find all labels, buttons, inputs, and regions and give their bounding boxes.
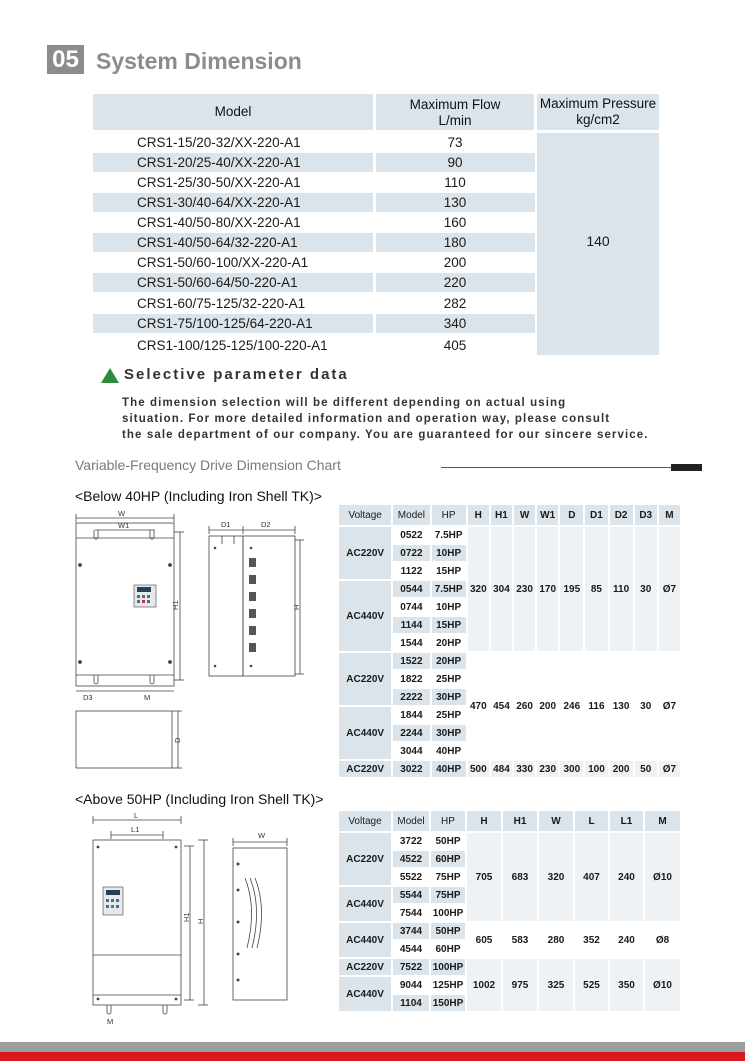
divider-line <box>441 467 673 468</box>
model-cell: 1544 <box>393 635 431 653</box>
section-title: System Dimension <box>96 48 302 74</box>
model-cell: 3044 <box>393 743 431 761</box>
col-header: HP <box>431 811 467 833</box>
hp-cell: 30HP <box>432 689 468 707</box>
dim-cell: Ø10 <box>645 833 682 923</box>
dim-cell: 583 <box>503 923 539 959</box>
dim-cell: 705 <box>467 833 503 923</box>
table-row <box>339 527 682 545</box>
selective-text-line: situation. For more detailed information and operation way, please consult <box>122 413 611 425</box>
dim-cell: 352 <box>575 923 610 959</box>
dim-cell: 230 <box>514 527 537 653</box>
vfd-chart-title: Variable-Frequency Drive Dimension Chart <box>75 457 341 473</box>
hp-cell: 15HP <box>432 563 468 581</box>
footer-red-bar <box>0 1052 745 1061</box>
col-header: H1 <box>503 811 539 833</box>
hp-cell: 20HP <box>432 653 468 671</box>
pump-flow: 130 <box>443 195 467 210</box>
table-row <box>93 314 535 333</box>
col-header: H <box>468 505 491 527</box>
dim-cell: 85 <box>585 527 609 653</box>
selective-title: Selective parameter data <box>124 366 349 383</box>
hp-cell: 30HP <box>432 725 468 743</box>
dim-cell: 240 <box>610 923 645 959</box>
model-cell: 1122 <box>393 563 431 581</box>
table-row <box>93 193 535 212</box>
model-cell: 3722 <box>393 833 431 851</box>
dim-cell: 683 <box>503 833 539 923</box>
pump-model: CRS1-50/60-100/XX-220-A1 <box>137 255 309 270</box>
hp-cell: 100HP <box>431 905 467 923</box>
col-header: Voltage <box>339 811 393 833</box>
hp-cell: 40HP <box>432 743 468 761</box>
triangle-bullet-icon <box>101 368 119 383</box>
dim-cell: 320 <box>539 833 575 923</box>
pump-flow: 340 <box>443 316 467 331</box>
hp-cell: 25HP <box>432 671 468 689</box>
pump-model: CRS1-100/125-125/100-220-A1 <box>137 338 328 353</box>
hp-cell: 150HP <box>431 995 467 1013</box>
pump-flow: 282 <box>443 296 467 311</box>
dim-label-h1: H1 <box>182 912 191 922</box>
dim-cell: Ø7 <box>659 653 682 761</box>
pressure-value: 140 <box>586 233 610 249</box>
model-cell: 5522 <box>393 869 431 887</box>
pump-flow: 110 <box>444 175 466 190</box>
dim-cell: 260 <box>514 653 537 761</box>
pump-table-header-flow: Maximum Flow L/min <box>376 94 534 130</box>
pump-flow: 180 <box>443 235 467 250</box>
table-row <box>93 273 535 292</box>
section-number: 05 <box>47 45 84 74</box>
above50-front-drawing <box>83 810 213 1028</box>
dim-cell: 350 <box>610 959 645 1013</box>
col-header: D <box>560 505 585 527</box>
dim-cell: 484 <box>491 761 514 779</box>
dim-cell: 304 <box>491 527 514 653</box>
pump-model: CRS1-15/20-32/XX-220-A1 <box>137 135 301 150</box>
table-row <box>93 213 535 232</box>
model-cell: 9044 <box>393 977 431 995</box>
voltage-cell: AC440V <box>339 707 393 761</box>
table-row <box>93 253 535 272</box>
above50-side-drawing <box>225 828 293 1006</box>
hp-cell: 75HP <box>431 887 467 905</box>
footer-grey-bar <box>0 1042 745 1052</box>
table-row <box>339 833 682 851</box>
selective-text-line: The dimension selection will be different depending on actual using <box>122 397 567 409</box>
col-header: D1 <box>585 505 609 527</box>
col-header: L1 <box>610 811 645 833</box>
dim-label-d3: D3 <box>83 693 93 702</box>
dim-label-d2: D2 <box>261 520 271 529</box>
col-header: Model <box>393 811 431 833</box>
voltage-cell: AC440V <box>339 581 393 653</box>
dim-label-w: W <box>118 509 126 518</box>
dim-cell: 407 <box>575 833 610 923</box>
voltage-cell: AC220V <box>339 959 393 977</box>
dim-cell: 50 <box>635 761 659 779</box>
model-cell: 1822 <box>393 671 431 689</box>
pump-model: CRS1-40/50-64/32-220-A1 <box>137 235 298 250</box>
table-row <box>93 173 535 192</box>
table-row <box>93 133 535 152</box>
dim-label-m: M <box>107 1017 114 1026</box>
dim-label-d: D <box>173 737 182 743</box>
dim-label-h1: H1 <box>171 600 180 610</box>
model-cell: 1144 <box>393 617 431 635</box>
col-header: W <box>539 811 575 833</box>
dim-cell: 200 <box>610 761 635 779</box>
dim-label-h: H <box>292 604 301 610</box>
dim-label-m: M <box>144 693 151 702</box>
hp-cell: 10HP <box>432 545 468 563</box>
table-row <box>339 959 682 977</box>
voltage-cell: AC220V <box>339 653 393 707</box>
dim-cell: 454 <box>491 653 514 761</box>
model-cell: 2244 <box>393 725 431 743</box>
col-header: M <box>659 505 682 527</box>
dim-cell: 240 <box>610 833 645 923</box>
col-header: HP <box>432 505 468 527</box>
pump-flow: 90 <box>447 155 463 170</box>
pump-flow: 220 <box>443 275 467 290</box>
dim-cell: 30 <box>635 527 659 653</box>
hp-cell: 50HP <box>431 923 467 941</box>
below40-subtitle: <Below 40HP (Including Iron Shell TK)> <box>75 488 322 504</box>
pump-model: CRS1-60/75-125/32-220-A1 <box>137 296 306 311</box>
dim-cell: Ø8 <box>645 923 682 959</box>
voltage-cell: AC220V <box>339 527 393 581</box>
hp-cell: 10HP <box>432 599 468 617</box>
table-row <box>339 923 682 941</box>
above50-subtitle: <Above 50HP (Including Iron Shell TK)> <box>75 791 324 807</box>
voltage-cell: AC220V <box>339 761 393 779</box>
model-cell: 0522 <box>393 527 431 545</box>
col-header: D2 <box>610 505 635 527</box>
dim-label-l: L <box>134 811 139 820</box>
below40-front-drawing <box>70 508 188 778</box>
pump-model: CRS1-40/50-80/XX-220-A1 <box>137 215 301 230</box>
model-cell: 7544 <box>393 905 431 923</box>
dim-cell: 470 <box>468 653 491 761</box>
dim-cell: 116 <box>585 653 609 761</box>
divider-bar <box>671 464 702 471</box>
dim-cell: 525 <box>575 959 610 1013</box>
pump-model: CRS1-50/60-64/50-220-A1 <box>137 275 298 290</box>
pump-model: CRS1-75/100-125/64-220-A1 <box>137 316 313 331</box>
below40-spec-table <box>339 505 682 779</box>
selective-text-line: the sale department of our company. You are guaranteed for our sincere service. <box>122 429 649 441</box>
dim-cell: 605 <box>467 923 503 959</box>
model-cell: 0744 <box>393 599 431 617</box>
model-cell: 7522 <box>393 959 431 977</box>
col-header: L <box>575 811 610 833</box>
model-cell: 1104 <box>393 995 431 1013</box>
col-header: Model <box>393 505 431 527</box>
hp-cell: 25HP <box>432 707 468 725</box>
dim-cell: 30 <box>635 653 659 761</box>
col-header: Voltage <box>339 505 393 527</box>
pump-table-header-model: Model <box>93 94 373 130</box>
col-header: M <box>645 811 682 833</box>
pump-flow: 405 <box>443 338 467 353</box>
dim-cell: Ø10 <box>645 959 682 1013</box>
dim-cell: 300 <box>560 761 585 779</box>
hp-cell: 7.5HP <box>432 581 468 599</box>
hp-cell: 60HP <box>431 851 467 869</box>
dim-cell: 230 <box>537 761 560 779</box>
col-header: H <box>467 811 503 833</box>
table-row <box>339 761 682 779</box>
model-cell: 4522 <box>393 851 431 869</box>
table-row <box>339 653 682 671</box>
voltage-cell: AC220V <box>339 833 393 887</box>
dim-cell: 320 <box>468 527 491 653</box>
dim-label-w: W <box>258 831 266 840</box>
hp-cell: 75HP <box>431 869 467 887</box>
dim-cell: 1002 <box>467 959 503 1013</box>
voltage-cell: AC440V <box>339 977 393 1013</box>
hp-cell: 15HP <box>432 617 468 635</box>
dim-cell: 280 <box>539 923 575 959</box>
pump-flow: 200 <box>443 255 467 270</box>
model-cell: 0544 <box>393 581 431 599</box>
dim-cell: 500 <box>468 761 491 779</box>
hp-cell: 50HP <box>431 833 467 851</box>
pump-model: CRS1-30/40-64/XX-220-A1 <box>137 195 301 210</box>
dim-cell: Ø7 <box>659 761 682 779</box>
pump-flow: 73 <box>447 135 463 150</box>
dim-label-w1: W1 <box>118 521 130 530</box>
col-header: H1 <box>491 505 514 527</box>
dim-cell: 200 <box>537 653 560 761</box>
model-cell: 4544 <box>393 941 431 959</box>
dim-cell: 110 <box>610 527 635 653</box>
model-cell: 1522 <box>393 653 431 671</box>
table-row <box>93 153 535 172</box>
dim-cell: 325 <box>539 959 575 1013</box>
pump-flow: 160 <box>443 215 467 230</box>
table-row <box>93 294 535 313</box>
hp-cell: 60HP <box>431 941 467 959</box>
below40-side-drawing <box>204 518 309 683</box>
voltage-cell: AC440V <box>339 887 393 923</box>
dim-label-h: H <box>196 918 205 924</box>
hp-cell: 7.5HP <box>432 527 468 545</box>
pump-model: CRS1-20/25-40/XX-220-A1 <box>137 155 301 170</box>
col-header: W <box>514 505 537 527</box>
above50-spec-table <box>339 811 682 1013</box>
table-row <box>93 336 535 355</box>
model-cell: 0722 <box>393 545 431 563</box>
hp-cell: 125HP <box>431 977 467 995</box>
dim-cell: 195 <box>560 527 585 653</box>
dim-label-l1: L1 <box>131 825 140 834</box>
model-cell: 2222 <box>393 689 431 707</box>
col-header: W1 <box>537 505 560 527</box>
pump-model: CRS1-25/30-50/XX-220-A1 <box>137 175 301 190</box>
dim-label-d1: D1 <box>221 520 231 529</box>
table-row <box>93 233 535 252</box>
model-cell: 1844 <box>393 707 431 725</box>
model-cell: 3744 <box>393 923 431 941</box>
dim-cell: 100 <box>585 761 609 779</box>
dim-cell: 170 <box>537 527 560 653</box>
voltage-cell: AC440V <box>339 923 393 959</box>
col-header: D3 <box>635 505 659 527</box>
model-cell: 5544 <box>393 887 431 905</box>
pump-table-header-pressure: Maximum Pressure kg/cm2 <box>537 94 659 130</box>
dim-cell: 130 <box>610 653 635 761</box>
dim-cell: 246 <box>560 653 585 761</box>
dim-cell: 330 <box>514 761 537 779</box>
hp-cell: 20HP <box>432 635 468 653</box>
hp-cell: 40HP <box>432 761 468 779</box>
model-cell: 3022 <box>393 761 431 779</box>
dim-cell: Ø7 <box>659 527 682 653</box>
hp-cell: 100HP <box>431 959 467 977</box>
dim-cell: 975 <box>503 959 539 1013</box>
